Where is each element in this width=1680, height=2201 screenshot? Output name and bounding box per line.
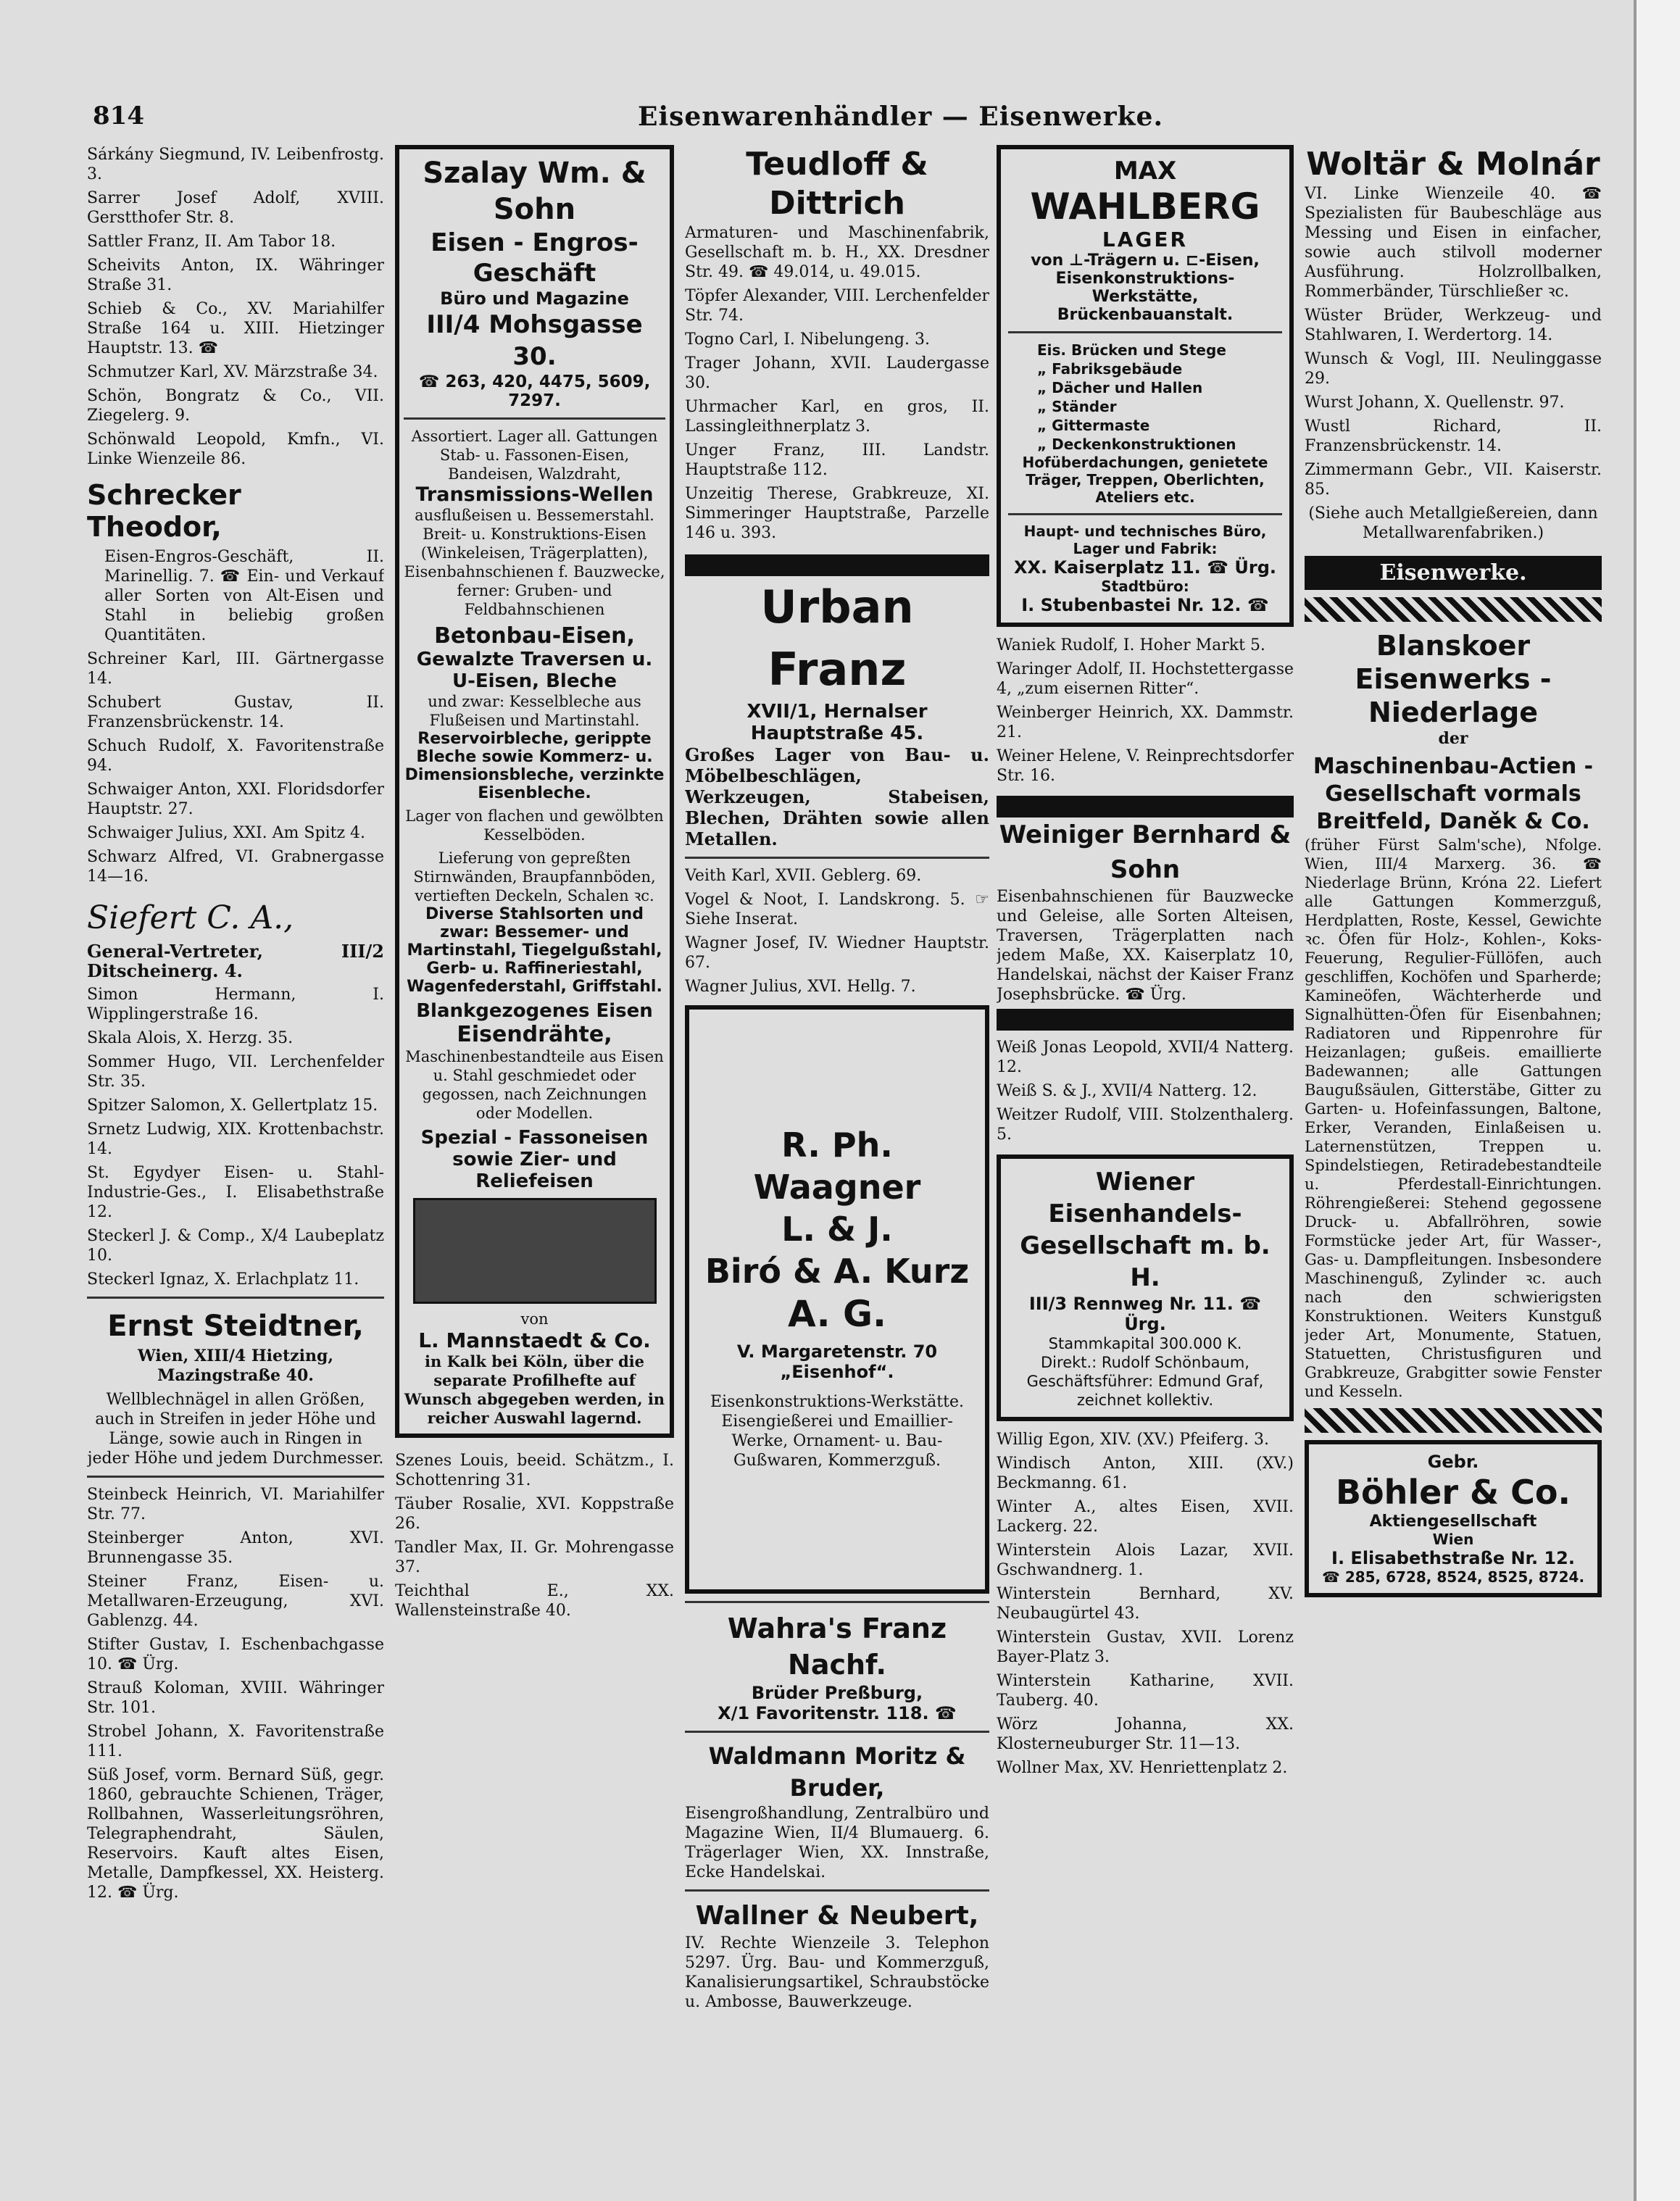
directory-entry: Teichthal E., XX. Wallensteinstraße 40.	[395, 1582, 674, 1620]
black-bar	[997, 796, 1294, 817]
boehler-ag: Aktiengesellschaft	[1369, 1513, 1537, 1531]
directory-entry: Steiner Franz, Eisen- u. Metallwaren-Erzeugung, XVI. Gablenzg. 44.	[87, 1573, 384, 1630]
szalay-blank: Blankgezogenes Eisen	[416, 1000, 653, 1022]
szalay-text3: und zwar: Kesselbleche aus Flußeisen und Martinstahl.	[428, 693, 641, 729]
running-head: Eisenwarenhändler — Eisenwerke.	[638, 101, 1163, 132]
directory-entry: Steinbeck Heinrich, VI. Mariahilfer Str. 77.	[87, 1486, 384, 1523]
directory-entry: Weiß Jonas Leopold, XVII/4 Natterg. 12.	[997, 1039, 1294, 1076]
directory-entry: Schön, Bongratz & Co., VII. Ziegelerg. 9.	[87, 387, 384, 425]
wahlberg-stadt: Stadtbüro:	[1101, 578, 1189, 595]
szalay-text4: Lieferung von gepreßten Stirnwänden, Braupfannböden, vertieften Deckeln, Schalen ꝛc.	[413, 849, 656, 904]
wallner-name: Wallner & Neubert,	[695, 1901, 979, 1931]
siefert-name: Siefert C. A.,	[87, 899, 294, 936]
steidtner-name: Ernst Steidtner,	[107, 1310, 364, 1343]
wahlberg-lager: LAGER	[1102, 228, 1189, 251]
wahlberg-list-item: „ Gittermaste	[1037, 417, 1150, 434]
blansko-text: (früher Fürst Salm'sche), Nfolge. Wien, III/4 Marxerg. 36. ☎ Niederlage Brünn, Króna 22. Liefert alle Gattungen Kommerzguß, Herdplatten, Roste, Kessel, Gewichte ꝛc. Öfen für Holz-, Kohlen-, Koks-Feuerung, Regulier-Füllöfen, auch geschliffen, Kochöfen und Sparherde; Kamineöfen, Wächterherde und Signalhütten-Öfen für Eisenbahnen; Radiatoren und Rippenrohre für Heizanlagen; gußeis. emaillierte Badewannen; alle Gattungen Baugußsäulen, Gitterstäbe, Gitter zu Garten- u. Hofeinfassungen, Baltone, Erker, Veranden, Einlaßeisen u. Laternenstützen, Treppen u. Spindelstiegen, Retiradebestandteile u. Pferdestall-Einrichtungen. Röhrengießerei: Stehend gegossene Druck- u. Abfallröhren, sowie Formstücke jeder Art, für Wasser-, Gas- u. Dampfleitungen. Insbesondere Maschinenguß, Zylinder ꝛc. auch nach den schwierigsten Konstruktionen. Weiters Kunstguß jeder Art, Monumente, Statuen, Statuetten, Christusfiguren und Grabkreuze, Grabgitter sowie Fenster und Kesseln.	[1305, 836, 1602, 1400]
wahlberg-text1: von ⊥-Trägern u. ⊏-Eisen, Eisenkonstruktions-Werkstätte, Brückenbauanstalt.	[1031, 251, 1260, 324]
szalay-div: Diverse Stahlsorten und zwar: Bessemer- und Martinstahl, Tiegelgußstahl, Gerb- u. Raffineriestahl, Wagenfederstahl, Griffstahl.	[407, 905, 662, 996]
weiniger-text: Eisenbahnschienen für Bauzwecke und Geleise, alle Sorten Alteisen, Traversen, Trägerplatten nach jedem Maße, XX. Kaiserplatz 10, Handelskai, nächst der Kaiser Franz Josephsbrücke. ☎ Ürg.	[997, 888, 1294, 1004]
wahlberg-addr: XX. Kaiserplatz 11. ☎ Ürg.	[1013, 557, 1277, 578]
waldmann-text: Eisengroßhandlung, Zentralbüro und Magazine Wien, II/4 Blumauerg. 6. Trägerlager Wien, XX. Innstraße, Ecke Handelskai.	[685, 1805, 989, 1881]
szalay-sub: Eisen - Engros-Geschäft	[431, 228, 639, 288]
waagner-name: R. Ph. Waagner	[753, 1126, 921, 1207]
teudloff-name: Teudloff & Dittrich	[746, 146, 928, 222]
urban-addr: XVII/1, Hernalser Hauptstraße 45.	[747, 701, 928, 744]
szalay-office: Büro und Magazine	[440, 288, 629, 309]
directory-entry: Unger Franz, III. Landstr. Hauptstraße 112.	[685, 441, 989, 479]
schrecker-name: Schrecker Theodor,	[87, 479, 241, 543]
directory-entry: Strauß Koloman, XVIII. Währinger Str. 101.	[87, 1679, 384, 1717]
mann-von: von	[520, 1310, 549, 1328]
directory-entry: Steinberger Anton, XVI. Brunnengasse 35.	[87, 1529, 384, 1567]
directory-entry: Weitzer Rudolf, VIII. Stolzenthalerg. 5.	[997, 1106, 1294, 1144]
mann-name: L. Mannstaedt & Co.	[418, 1328, 651, 1352]
directory-entry: Tandler Max, II. Gr. Mohrengasse 37.	[395, 1539, 674, 1576]
directory-entry: Windisch Anton, XIII. (XV.) Beckmanng. 61.	[997, 1455, 1294, 1492]
directory-entry: Steckerl Ignaz, X. Erlachplatz 11.	[87, 1270, 359, 1289]
directory-entry: Waringer Adolf, II. Hochstettergasse 4, „zum eisernen Ritter“.	[997, 660, 1294, 698]
waagner-biro: Biró & A. Kurz	[704, 1252, 970, 1291]
divider	[685, 1601, 989, 1603]
directory-entry: Weiß S. & J., XVII/4 Natterg. 12.	[997, 1082, 1257, 1100]
boehler-advert	[1305, 1440, 1602, 1597]
blansko-title: Blanskoer Eisenwerks - Niederlage	[1355, 630, 1552, 728]
wahlberg-list-item: „ Fabriksgebäude	[1037, 360, 1183, 378]
boehler-addr: I. Elisabethstraße Nr. 12.	[1331, 1548, 1575, 1568]
directory-entry: Stifter Gustav, I. Eschenbachgasse 10. ☎ Ürg.	[87, 1636, 384, 1673]
directory-entry: Schreiner Karl, III. Gärtnergasse 14.	[87, 650, 384, 688]
szalay-phone: ☎ 263, 420, 4475, 5609, 7297.	[418, 373, 651, 410]
divider	[685, 1731, 989, 1733]
wahlberg-addr2: I. Stubenbastei Nr. 12. ☎	[1021, 595, 1269, 615]
wahlberg-list-item: „ Ständer	[1037, 398, 1117, 415]
wahra-addr: X/1 Favoritenstr. 118. ☎	[718, 1703, 957, 1723]
szalay-spez: Spezial - Fassoneisen sowie Zier- und Reliefeisen	[420, 1127, 649, 1192]
waldmann-name: Waldmann Moritz & Bruder,	[708, 1742, 966, 1802]
directory-entry: Skala Alois, X. Herzg. 35.	[87, 1029, 294, 1047]
urban-text: Großes Lager von Bau- u. Möbelbeschlägen, Werkzeugen, Stabeisen, Blechen, Drähten sowie allen Metallen.	[685, 744, 989, 849]
directory-entry: Wurst Johann, X. Quellenstr. 97.	[1305, 394, 1565, 412]
boehler-wien: Wien	[1432, 1531, 1474, 1548]
directory-entry: St. Egydyer Eisen- u. Stahl-Industrie-Ges., I. Elisabethstraße 12.	[87, 1164, 384, 1221]
waagner-ag: A. G.	[787, 1293, 887, 1335]
siefert-text: General-Vertreter, III/2 Ditscheinerg. 4.	[87, 941, 384, 981]
wahlberg-advert	[997, 145, 1294, 627]
wahra-sub: Brüder Preßburg,	[751, 1683, 923, 1703]
boehler-phone: ☎ 285, 6728, 8524, 8525, 8724.	[1321, 1568, 1585, 1586]
wahlberg-name: WAHLBERG	[1030, 186, 1260, 228]
directory-entry: Wunsch & Vogl, III. Neulinggasse 29.	[1305, 350, 1602, 388]
wahlberg-list-item: „ Dächer und Hallen	[1037, 379, 1203, 396]
wiener-kap: Stammkapital 300.000 K.	[1048, 1335, 1242, 1352]
directory-entry: Sarrer Josef Adolf, XVIII. Gerstthofer Str. 8.	[87, 189, 384, 227]
directory-entry: Winterstein Alois Lazar, XVII. Gschwandnerg. 1.	[997, 1541, 1294, 1579]
black-bar	[997, 1009, 1294, 1031]
directory-entry: Uhrmacher Karl, en gros, II. Lassingleithnerplatz 3.	[685, 398, 989, 436]
wahlberg-text2: Hofüberdachungen, genietete Träger, Treppen, Oberlichten, Ateliers etc.	[1022, 454, 1268, 506]
directory-entry: Zimmermann Gebr., VII. Kaiserstr. 85.	[1305, 461, 1602, 499]
szalay-beton: Betonbau-Eisen,	[434, 623, 635, 649]
szalay-text5: Maschinenbestandteile aus Eisen u. Stahl geschmiedet oder gegossen, nach Zeichnungen oder Modellen.	[405, 1048, 664, 1122]
directory-entry: Schuch Rudolf, X. Favoritenstraße 94.	[87, 737, 384, 775]
szalay-advert	[395, 145, 674, 1438]
divider	[1008, 513, 1282, 515]
scan-edge	[1634, 0, 1680, 2201]
wiener-addr: III/3 Rennweg Nr. 11. ☎ Ürg.	[1028, 1294, 1262, 1334]
wallner-text: IV. Rechte Wienzeile 3. Telephon 5297. Ürg. Bau- und Kommerzguß, Kanalisierungsartikel, Schraubstöcke u. Ambosse, Bauwerkzeuge.	[685, 1934, 989, 2011]
profile-illustration	[413, 1198, 657, 1304]
szalay-text1: Assortiert. Lager all. Gattungen Stab- u. Fassonen-Eisen, Bandeisen, Walzdraht,	[411, 428, 658, 483]
directory-entry: Sattler Franz, II. Am Tabor 18.	[87, 233, 336, 251]
directory-entry: Srnetz Ludwig, XIX. Krottenbachstr. 14.	[87, 1120, 384, 1158]
column-1	[87, 145, 384, 2174]
directory-entry: Wüster Brüder, Werkzeug- und Stahlwaren, I. Werdertorg. 14.	[1305, 307, 1602, 344]
directory-entry: Vogel & Noot, I. Landskrong. 5. ☞ Siehe Inserat.	[685, 891, 989, 928]
directory-entry: Wagner Josef, IV. Wiedner Hauptstr. 67.	[685, 934, 989, 972]
directory-entry: Schwaiger Julius, XXI. Am Spitz 4.	[87, 824, 366, 842]
directory-entry: Wustl Richard, II. Franzensbrückenstr. 14.	[1305, 417, 1602, 455]
directory-entry: Unzeitig Therese, Grabkreuze, XI. Simmeringer Hauptstraße, Parzelle 146 u. 393.	[685, 485, 989, 542]
directory-entry: Schieb & Co., XV. Mariahilfer Straße 164 u. XIII. Hietzinger Hauptstr. 13. ☎	[87, 300, 384, 357]
waagner-advert	[685, 1005, 989, 1594]
directory-entry: Trager Johann, XVII. Laudergasse 30.	[685, 354, 989, 392]
woltar-name: Woltär & Molnár	[1306, 146, 1600, 183]
schrecker-text: Eisen-Engros-Geschäft, II. Marinellig. 7. ☎ Ein- und Verkauf aller Sorten von Alt-Eisen und Stahl in beliebig großen Quantitäten.	[104, 548, 384, 644]
szalay-name: Szalay Wm. & Sohn	[423, 157, 646, 226]
directory-entry: Schwarz Alfred, VI. Grabnergasse 14—16.	[87, 848, 384, 886]
ornament-border	[1305, 1408, 1602, 1433]
see-also-note: (Siehe auch Metallgießereien, dann Metallwarenfabriken.)	[1308, 504, 1598, 542]
suess-entry: Süß Josef, vorm. Bernard Süß, gegr. 1860, gebrauchte Schienen, Träger, Rollbahnen, Wasserleitungsröhren, Telegraphendraht, Säulen, Reservoirs. Kauft altes Eisen, Metalle, Dampfkessel, XX. Heisterg. 12. ☎ Ürg.	[87, 1766, 384, 1902]
woltar-text: VI. Linke Wienzeile 40. ☎ Spezialisten für Baubeschläge aus Messing und Eisen in einfacher, sowie auch stilvoll moderner Ausführung. Holzrollbalken, Rommerbänder, Türschließer ꝛc.	[1305, 185, 1602, 301]
steidtner-text: Wellblechnägel in allen Größen, auch in Streifen in jeder Höhe und Länge, sowie auch in Ringen in jeder Höhe und jedem Durchmesser.	[87, 1391, 384, 1468]
directory-entry: Schwaiger Anton, XXI. Floridsdorfer Hauptstr. 27.	[87, 781, 384, 818]
waagner-lj: L. & J.	[781, 1210, 893, 1249]
directory-entry: Wollner Max, XV. Henriettenplatz 2.	[997, 1759, 1288, 1777]
divider	[685, 1889, 989, 1892]
directory-entry: Töpfer Alexander, VIII. Lerchenfelder Str. 74.	[685, 287, 989, 325]
directory-entry: Weinberger Heinrich, XX. Dammstr. 21.	[997, 704, 1294, 741]
szalay-trans: Transmissions-Wellen	[415, 483, 654, 506]
wiener-text: Direkt.: Rudolf Schönbaum, Geschäftsführer: Edmund Graf, zeichnet kollektiv.	[1026, 1354, 1264, 1409]
szalay-res: Reservoirbleche, gerippte Bleche sowie Kommerz- u. Dimensionsbleche, verzinkte Eisenbleche.	[404, 730, 665, 802]
boehler-gebr: Gebr.	[1427, 1452, 1479, 1472]
directory-entry: Täuber Rosalie, XVI. Koppstraße 26.	[395, 1495, 674, 1533]
wahlberg-text3: Haupt- und technisches Büro, Lager und Fabrik:	[1023, 523, 1267, 557]
directory-entry: Winter A., altes Eisen, XVII. Lackerg. 22.	[997, 1498, 1294, 1536]
divider	[404, 417, 665, 420]
weiniger-name: Weiniger Bernhard & Sohn	[999, 820, 1292, 884]
directory-entry: Simon Hermann, I. Wipplingerstraße 16.	[87, 986, 384, 1023]
black-bar	[685, 554, 989, 576]
directory-entry: Spitzer Salomon, X. Gellertplatz 15.	[87, 1097, 378, 1115]
szalay-addr: III/4 Mohsgasse 30.	[426, 310, 643, 371]
directory-entry: Wagner Julius, XVI. Hellg. 7.	[685, 978, 916, 996]
wahlberg-list-item: „ Deckenkonstruktionen	[1037, 436, 1236, 453]
waagner-text: Eisenkonstruktions-Werkstätte. Eisengießerei und Emaillier-Werke, Ornament- u. Bau-Gußwaren, Kommerzguß.	[710, 1393, 964, 1470]
directory-entry: Weiner Helene, V. Reinprechtsdorfer Str. 16.	[997, 747, 1294, 785]
directory-entry: Schmutzer Karl, XV. Märzstraße 34.	[87, 363, 378, 381]
directory-entry: Wörz Johanna, XX. Klosterneuburger Str. 11—13.	[997, 1715, 1294, 1753]
ornament-border	[1305, 597, 1602, 622]
directory-entry: Schubert Gustav, II. Franzensbrückenstr. 14.	[87, 694, 384, 731]
directory-entry: Schönwald Leopold, Kmfn., VI. Linke Wienzeile 86.	[87, 430, 384, 468]
directory-entry: Scheivits Anton, IX. Währinger Straße 31.	[87, 257, 384, 294]
szalay-gew: Gewalzte Traversen u. U-Eisen, Bleche	[416, 649, 653, 692]
section-title: Eisenwerke.	[1305, 556, 1602, 590]
teudloff-text: Armaturen- und Maschinenfabrik, Gesellschaft m. b. H., XX. Dresdner Str. 49. ☎ 49.014, u. 49.015.	[685, 224, 989, 281]
directory-entry: Szenes Louis, beeid. Schätzm., I. Schottenring 31.	[395, 1452, 674, 1489]
divider	[685, 857, 989, 859]
directory-entry: Togno Carl, I. Nibelungeng. 3.	[685, 330, 930, 349]
wahlberg-list-item: Eis. Brücken und Stege	[1037, 341, 1226, 359]
divider	[1008, 331, 1282, 333]
boehler-name: Böhler & Co.	[1335, 1473, 1571, 1512]
wiener-name: Wiener Eisenhandels-Gesellschaft m. b. H.	[1020, 1168, 1271, 1292]
directory-entry: Willig Egon, XIV. (XV.) Pfeiferg. 3.	[997, 1431, 1269, 1449]
directory-entry: Winterstein Gustav, XVII. Lorenz Bayer-Platz 3.	[997, 1628, 1294, 1666]
directory-entry: Veith Karl, XVII. Geblerg. 69.	[685, 867, 922, 885]
waagner-addr: V. Margaretenstr. 70 „Eisenhof“.	[736, 1341, 938, 1382]
szalay-draht: Eisendrähte,	[457, 1022, 612, 1047]
mann-text: in Kalk bei Köln, über die separate Profilhefte auf Wunsch abgegeben werden, in reicher Auswahl lagernd.	[404, 1352, 665, 1427]
directory-entry: Sommer Hugo, VII. Lerchenfelder Str. 35.	[87, 1053, 384, 1091]
column-3	[685, 145, 989, 2174]
steidtner-addr: Wien, XIII/4 Hietzing, Mazingstraße 40.	[137, 1347, 334, 1385]
urban-name: Urban Franz	[760, 581, 914, 696]
directory-entry: Strobel Johann, X. Favoritenstraße 111.	[87, 1723, 384, 1760]
szalay-lager: Lager von flachen und gewölbten Kesselböden.	[405, 807, 664, 844]
column-5	[1305, 145, 1602, 2174]
directory-entry: Waniek Rudolf, I. Hoher Markt 5.	[997, 636, 1265, 654]
directory-entry: Steckerl J. & Comp., X/4 Laubeplatz 10.	[87, 1227, 384, 1265]
column-4	[997, 145, 1294, 2174]
divider	[87, 1476, 384, 1478]
divider	[87, 1297, 384, 1299]
wahra-name: Wahra's Franz Nachf.	[727, 1613, 947, 1681]
page-number: 814	[93, 101, 144, 130]
wahlberg-max: MAX	[1113, 157, 1177, 186]
blansko-firm: Maschinenbau-Actien - Gesellschaft vormals Breitfeld, Daněk & Co.	[1313, 754, 1594, 834]
column-2	[395, 145, 674, 2174]
directory-entry: Winterstein Bernhard, XV. Neubaugürtel 43.	[997, 1585, 1294, 1623]
directory-entry: Sárkány Siegmund, IV. Leibenfrostg. 3.	[87, 146, 384, 183]
blansko-der: der	[1438, 729, 1468, 748]
directory-entry: Winterstein Katharine, XVII. Tauberg. 40.	[997, 1672, 1294, 1710]
szalay-text2: ausflußeisen u. Bessemerstahl. Breit- u. Konstruktions-Eisen (Winkeleisen, Trägerplatten), Eisenbahnschienen f. Bauzwecke, ferner: Gruben- und Feldbahnschienen	[404, 507, 665, 618]
wiener-advert	[997, 1154, 1294, 1421]
